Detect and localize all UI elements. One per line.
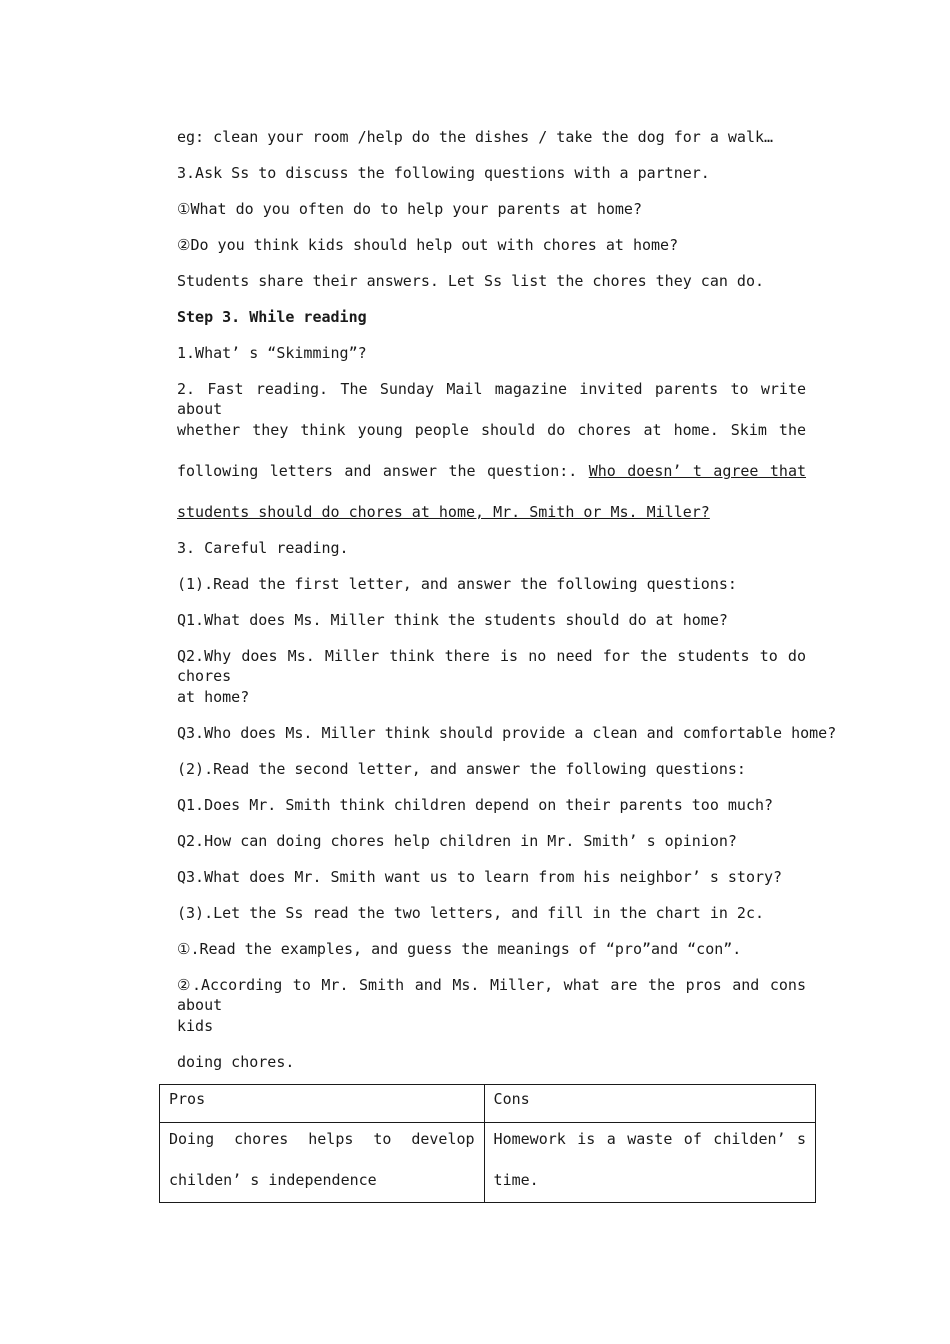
- fast-reading-question-part1: Who doesn’ t agree that: [588, 462, 807, 480]
- first-letter-instruction: (1).Read the first letter, and answer the following questions:: [177, 575, 737, 593]
- fast-reading-line-1: 2. Fast reading. The Sunday Mail magazine invited parents to write about: [177, 380, 806, 418]
- cons-header: Cons: [484, 1085, 815, 1123]
- example-chores-line: eg: clean your room /help do the dishes / take the dog for a walk…: [177, 128, 774, 146]
- second-letter-instruction: (2).Read the second letter, and answer the following questions:: [177, 760, 746, 778]
- first-letter-q2-line2: at home?: [177, 688, 250, 706]
- discussion-question-1: ①What do you often do to help your parents at home?: [177, 200, 642, 218]
- first-letter-q2-line1: Q2.Why does Ms. Miller think there is no need for the students to do chores: [177, 647, 806, 685]
- first-letter-q3: Q3.Who does Ms. Miller think should provide a clean and comfortable home?: [177, 724, 837, 742]
- second-letter-q3: Q3.What does Mr. Smith want us to learn from his neighbor’ s story?: [177, 868, 783, 886]
- discussion-question-2: ②Do you think kids should help out with chores at home?: [177, 236, 679, 254]
- fast-reading-line-3-text: following letters and answer the question:.: [177, 462, 578, 480]
- pros-cell-line2: childen’ s independence: [169, 1171, 377, 1189]
- pro-con-meaning-task: ①.Read the examples, and guess the meanings of “pro”and “con”.: [177, 940, 742, 958]
- second-letter-q1: Q1.Does Mr. Smith think children depend on their parents too much?: [177, 796, 774, 814]
- discuss-instruction: 3.Ask Ss to discuss the following questions with a partner.: [177, 164, 710, 182]
- pros-cell: [160, 1123, 485, 1203]
- second-letter-q2: Q2.How can doing chores help children in Mr. Smith’ s opinion?: [177, 832, 737, 850]
- pros-cons-task-line3: doing chores.: [177, 1053, 295, 1071]
- skimming-question: 1.What’ s “Skimming”?: [177, 344, 367, 362]
- step3-heading: Step 3. While reading: [177, 308, 367, 326]
- cons-cell-line2: time.: [493, 1171, 539, 1189]
- fast-reading-line-2: whether they think young people should do chores at home. Skim the: [177, 421, 806, 439]
- pros-cell-line1: Doing chores helps to develop: [169, 1130, 475, 1148]
- cons-cell-line1: Homework is a waste of childen’ s: [493, 1130, 806, 1148]
- careful-reading-heading: 3. Careful reading.: [177, 539, 349, 557]
- chart-row: [160, 1123, 816, 1203]
- both-letters-instruction: (3).Let the Ss read the two letters, and fill in the chart in 2c.: [177, 904, 764, 922]
- fast-reading-line-3: [177, 461, 806, 481]
- share-answers-line: Students share their answers. Let Ss list the chores they can do.: [177, 272, 764, 290]
- fast-reading-question-part2: students should do chores at home, Mr. Smith or Ms. Miller?: [177, 503, 710, 521]
- pros-header: Pros: [160, 1085, 485, 1123]
- pros-cons-chart: [159, 1084, 816, 1203]
- first-letter-q1: Q1.What does Ms. Miller think the students should do at home?: [177, 611, 728, 629]
- pros-cons-task-line2: kids: [177, 1017, 214, 1035]
- cons-cell: [484, 1123, 815, 1203]
- chart-header-row: [160, 1085, 816, 1123]
- pros-cons-task-line1: ②.According to Mr. Smith and Ms. Miller, what are the pros and cons about: [177, 976, 806, 1014]
